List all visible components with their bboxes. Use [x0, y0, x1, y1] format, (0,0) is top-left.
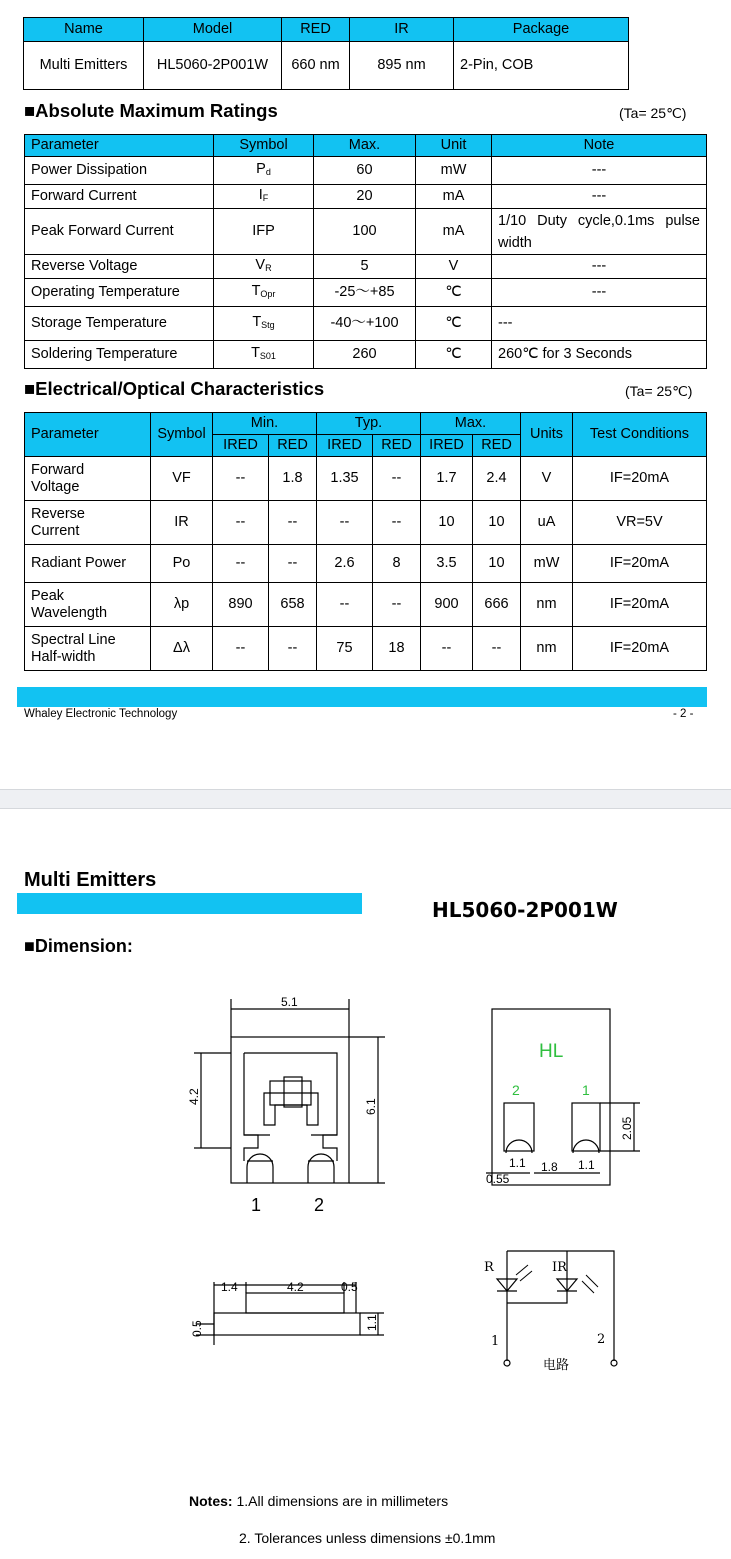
eoc-h-param: Parameter — [25, 413, 151, 457]
amr-title: ■Absolute Maximum Ratings — [24, 100, 278, 121]
dim-back-h: 2.05 — [620, 1116, 634, 1140]
eoc-h-symbol: Symbol — [151, 413, 213, 457]
amr-note: --- — [492, 185, 707, 209]
eoc-val: -- — [373, 457, 421, 501]
eoc-symbol: IR — [151, 501, 213, 545]
amr-h-param: Parameter — [25, 135, 214, 157]
eoc-cond: IF=20mA — [573, 545, 707, 583]
footer-bar — [17, 687, 707, 707]
amr-note: 260℃ for 3 Seconds — [492, 341, 707, 369]
amr-param: Forward Current — [25, 185, 214, 209]
amr-note: 1/10 Duty cycle,0.1ms pulse width — [492, 209, 707, 255]
eoc-table — [24, 412, 707, 671]
cell-ir: 895 nm — [350, 42, 454, 90]
amr-symbol: $P_d$ — [214, 157, 314, 185]
eoc-val: 8 — [373, 545, 421, 583]
cell-model: HL5060-2P001W — [144, 42, 282, 90]
eoc-h-min: Min. — [213, 413, 317, 435]
eoc-cond: IF=20mA — [573, 457, 707, 501]
eoc-val: 10 — [473, 545, 521, 583]
eoc-val: 18 — [373, 627, 421, 671]
eoc-val: 666 — [473, 583, 521, 627]
amr-h-unit: Unit — [416, 135, 492, 157]
eoc-val: -- — [269, 545, 317, 583]
eoc-h-ired: IRED — [213, 435, 269, 457]
eoc-h-conditions: Test Conditions — [573, 413, 707, 457]
page3-heading-bar — [17, 893, 362, 914]
cell-name: Multi Emitters — [24, 42, 144, 90]
eoc-h-max: Max. — [421, 413, 521, 435]
eoc-unit: uA — [521, 501, 573, 545]
dim-side-d5: 1.1 — [365, 1314, 379, 1331]
circuit-r-label: R — [484, 1260, 494, 1275]
amr-unit: ℃ — [416, 341, 492, 369]
eoc-param: Reverse Current — [25, 501, 151, 545]
eoc-val: -- — [473, 627, 521, 671]
amr-note: --- — [492, 157, 707, 185]
eoc-val: -- — [373, 583, 421, 627]
dim-top-width: 5.1 — [281, 995, 298, 1009]
eoc-h-ired: IRED — [317, 435, 373, 457]
eoc-param: Forward Voltage — [25, 457, 151, 501]
col-red: RED — [282, 18, 350, 42]
dimension-drawing — [0, 985, 731, 1465]
col-name: Name — [24, 18, 144, 42]
eoc-unit: mW — [521, 545, 573, 583]
amr-symbol: $T_{Opr}$ — [214, 279, 314, 307]
footer-company: Whaley Electronic Technology — [24, 708, 178, 720]
page3-model: HL5060-2P001W — [432, 898, 618, 922]
pin-1-label: 1 — [251, 1195, 262, 1215]
circuit-ir-label: IR — [552, 1260, 567, 1275]
amr-h-note: Note — [492, 135, 707, 157]
eoc-h-units: Units — [521, 413, 573, 457]
amr-max: 20 — [314, 185, 416, 209]
amr-unit: mA — [416, 209, 492, 255]
dim-back-d3: 1.8 — [541, 1160, 558, 1174]
dim-height-b: 6.1 — [364, 1098, 378, 1115]
eoc-h-red: RED — [473, 435, 521, 457]
amr-param: Peak Forward Current — [25, 209, 214, 255]
note-1: 1.All dimensions are in millimeters — [232, 1493, 449, 1509]
amr-table — [24, 134, 707, 369]
eoc-val: 10 — [473, 501, 521, 545]
eoc-ta: (Ta= 25℃) — [625, 383, 693, 399]
eoc-param: Spectral Line Half-width — [25, 627, 151, 671]
amr-ta: (Ta= 25℃) — [619, 105, 687, 121]
pin-2-label: 2 — [314, 1195, 325, 1215]
amr-symbol: $T_{Stg}$ — [214, 307, 314, 341]
amr-param: Power Dissipation — [25, 157, 214, 185]
amr-max: 100 — [314, 209, 416, 255]
eoc-val: -- — [213, 545, 269, 583]
eoc-symbol: Po — [151, 545, 213, 583]
amr-unit: mW — [416, 157, 492, 185]
eoc-val: -- — [213, 457, 269, 501]
amr-h-max: Max. — [314, 135, 416, 157]
amr-symbol: $I_F$ — [214, 185, 314, 209]
cell-package: 2-Pin, COB — [454, 42, 629, 90]
cell-red: 660 nm — [282, 42, 350, 90]
eoc-param: Radiant Power — [25, 545, 151, 583]
dim-side-d2: 4.2 — [287, 1280, 304, 1294]
eoc-symbol: VF — [151, 457, 213, 501]
circuit-node-2: 2 — [597, 1332, 606, 1347]
eoc-val: 1.35 — [317, 457, 373, 501]
amr-symbol: IFP — [214, 209, 314, 255]
amr-unit: ℃ — [416, 307, 492, 341]
eoc-unit: nm — [521, 583, 573, 627]
eoc-cond: IF=20mA — [573, 627, 707, 671]
note-2: 2. Tolerances unless dimensions ±0.1mm — [239, 1530, 496, 1546]
eoc-h-typ: Typ. — [317, 413, 421, 435]
eoc-val: -- — [213, 501, 269, 545]
eoc-val: 1.7 — [421, 457, 473, 501]
back-pin1-label: 1 — [582, 1082, 590, 1098]
eoc-h-red: RED — [269, 435, 317, 457]
dim-side-d3: 0.5 — [341, 1280, 358, 1294]
eoc-cond: IF=20mA — [573, 583, 707, 627]
page-separator — [0, 789, 731, 809]
circuit-label: 电路 — [543, 1358, 570, 1373]
eoc-val: 1.8 — [269, 457, 317, 501]
amr-unit: V — [416, 255, 492, 279]
eoc-val: -- — [269, 627, 317, 671]
amr-param: Soldering Temperature — [25, 341, 214, 369]
eoc-val: 2.4 — [473, 457, 521, 501]
eoc-val: 900 — [421, 583, 473, 627]
model-table — [23, 17, 629, 90]
dim-back-d4: 1.1 — [578, 1158, 595, 1172]
amr-param: Operating Temperature — [25, 279, 214, 307]
eoc-val: 75 — [317, 627, 373, 671]
eoc-val: 3.5 — [421, 545, 473, 583]
page3-heading: Multi Emitters — [24, 869, 157, 891]
eoc-val: 658 — [269, 583, 317, 627]
dim-side-d4: 0.5 — [190, 1320, 204, 1337]
eoc-val: -- — [269, 501, 317, 545]
eoc-val: -- — [317, 501, 373, 545]
eoc-h-ired: IRED — [421, 435, 473, 457]
amr-unit: mA — [416, 185, 492, 209]
amr-max: 60 — [314, 157, 416, 185]
col-ir: IR — [350, 18, 454, 42]
dimension-title: ■Dimension: — [24, 936, 133, 956]
dim-height-a: 4.2 — [187, 1088, 201, 1105]
dim-back-d1: 0.55 — [486, 1172, 510, 1186]
eoc-val: 10 — [421, 501, 473, 545]
amr-max: -25～+85 — [314, 279, 416, 307]
dim-side-d1: 1.4 — [221, 1280, 238, 1294]
amr-max: 260 — [314, 341, 416, 369]
eoc-val: -- — [421, 627, 473, 671]
amr-symbol: $V_R$ — [214, 255, 314, 279]
notes-label: Notes: — [189, 1493, 233, 1509]
amr-h-symbol: Symbol — [214, 135, 314, 157]
eoc-val: -- — [373, 501, 421, 545]
amr-note: --- — [492, 255, 707, 279]
col-package: Package — [454, 18, 629, 42]
amr-note: --- — [492, 307, 707, 341]
eoc-param: Peak Wavelength — [25, 583, 151, 627]
eoc-val: 2.6 — [317, 545, 373, 583]
eoc-unit: nm — [521, 627, 573, 671]
amr-max: 5 — [314, 255, 416, 279]
circuit-node-1: 1 — [491, 1334, 500, 1349]
eoc-val: 890 — [213, 583, 269, 627]
col-model: Model — [144, 18, 282, 42]
amr-max: -40～+100 — [314, 307, 416, 341]
amr-param: Storage Temperature — [25, 307, 214, 341]
eoc-h-red: RED — [373, 435, 421, 457]
amr-symbol: $T_{S01}$ — [214, 341, 314, 369]
footer-page-number: - 2 - — [673, 708, 694, 720]
eoc-unit: V — [521, 457, 573, 501]
eoc-symbol: λp — [151, 583, 213, 627]
eoc-symbol: Δλ — [151, 627, 213, 671]
amr-unit: ℃ — [416, 279, 492, 307]
amr-param: Reverse Voltage — [25, 255, 214, 279]
amr-note: --- — [492, 279, 707, 307]
back-hl-label: HL — [539, 1041, 564, 1062]
back-pin2-label: 2 — [512, 1082, 520, 1098]
notes — [189, 1493, 448, 1509]
eoc-val: -- — [317, 583, 373, 627]
eoc-title: ■Electrical/Optical Characteristics — [24, 378, 325, 399]
eoc-cond: VR=5V — [573, 501, 707, 545]
dim-back-d2: 1.1 — [509, 1156, 526, 1170]
eoc-val: -- — [213, 627, 269, 671]
